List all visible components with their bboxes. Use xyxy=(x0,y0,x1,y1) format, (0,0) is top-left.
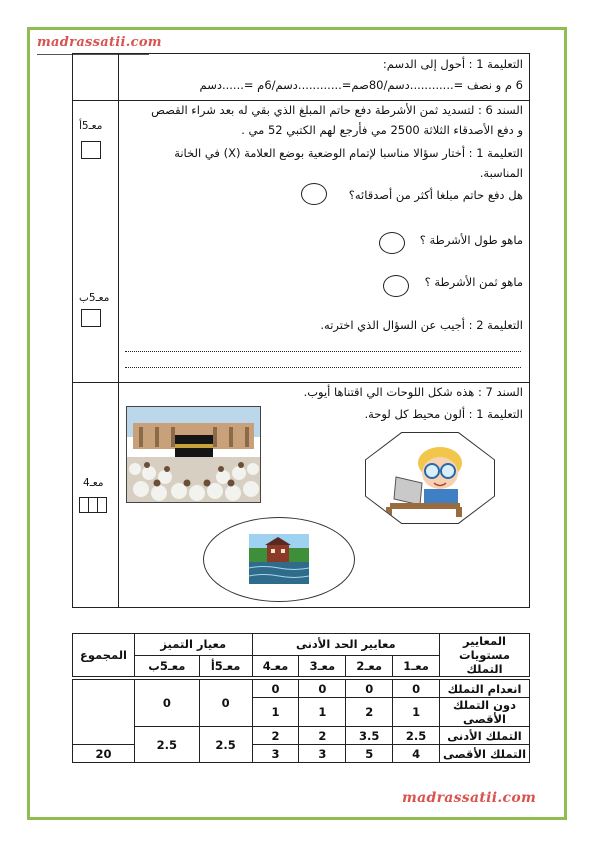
excellence-5a-low: 0 xyxy=(199,680,252,727)
row-divider-2 xyxy=(73,382,529,383)
support-7: السند 7 : هذه شكل اللوحات الي اقتناها أيوب. xyxy=(303,385,523,399)
question-2-circle[interactable] xyxy=(379,232,405,254)
table-row xyxy=(73,727,530,745)
grade-cell: 2 xyxy=(299,727,346,745)
total-header: المجموع xyxy=(73,634,135,677)
exercise-grid xyxy=(72,53,530,608)
level-label: التملك الأقصى xyxy=(440,745,530,763)
grade-cell: 0 xyxy=(299,680,346,698)
grade-cell: 2 xyxy=(346,698,393,727)
question-3: ماهو ثمن الأشرطة ؟ xyxy=(424,275,523,289)
level-label: انعدام التملك xyxy=(440,680,530,698)
question-3-circle[interactable] xyxy=(383,275,409,297)
criteria-header-cell xyxy=(440,634,530,677)
river-house-icon xyxy=(249,534,309,584)
instruction-color: التعليمة 1 : ألون محيط كل لوحة. xyxy=(364,407,523,421)
instruction-choose-line-2: المناسبة. xyxy=(479,166,523,180)
grade-cell: 1 xyxy=(252,698,299,727)
levels-label: مستويات التملك xyxy=(459,648,510,676)
criterion-5a-box[interactable] xyxy=(81,141,101,159)
excellence-5b-low: 0 xyxy=(135,680,200,727)
level-label: دون التملك الأقصى xyxy=(440,698,530,727)
col-crit-4: معـ4 xyxy=(252,655,299,677)
answer-line-2[interactable] xyxy=(125,367,521,368)
criterion-5b-label: معـ5ب xyxy=(79,292,110,304)
criterion-4-label: معـ4 xyxy=(83,477,104,489)
criterion-5a-label: معـ5أ xyxy=(79,120,103,132)
grade-cell: 0 xyxy=(252,680,299,698)
total-value: 20 xyxy=(73,745,135,763)
col-crit-3: معـ3 xyxy=(299,655,346,677)
support-6-line-2: و دفع الأصدقاء الثلاثة 2500 مي فأرجع لهم الكتبي 52 مي . xyxy=(241,123,523,137)
min-criteria-header: معايير الحد الأدنى xyxy=(252,634,439,656)
excellence-header: معيار التميز xyxy=(135,634,253,656)
col-crit-1: معـ1 xyxy=(393,655,440,677)
criteria-column-divider xyxy=(118,54,119,607)
col-crit-5a: معـ5أ xyxy=(199,655,252,677)
col-crit-5b: معـ5ب xyxy=(135,655,200,677)
level-label: التملك الأدنى xyxy=(440,727,530,745)
conversion-exercise: 6 م و نصف =............دسم/80صم=............دسم/6م =......دسم xyxy=(199,78,523,92)
kaaba-picture[interactable] xyxy=(126,406,261,503)
grade-cell: 3 xyxy=(252,745,299,763)
oval-frame[interactable] xyxy=(203,517,355,602)
col-crit-2: معـ2 xyxy=(346,655,393,677)
answer-line-1[interactable] xyxy=(125,351,521,352)
grade-cell: 1 xyxy=(299,698,346,727)
grade-cell: 0 xyxy=(346,680,393,698)
criterion-4-boxes[interactable] xyxy=(79,497,107,513)
grade-cell: 2 xyxy=(252,727,299,745)
kaaba-icon xyxy=(127,407,260,502)
instruction-choose-line-1: التعليمة 1 : أختار سؤالا مناسبا لإتمام الوضعية بوضع العلامة (X) في الخانة xyxy=(174,146,523,160)
total-blank xyxy=(73,680,135,745)
grade-cell: 3 xyxy=(299,745,346,763)
child-computer-icon xyxy=(366,433,494,523)
instruction-convert: التعليمة 1 : أحول إلى الدسم: xyxy=(382,57,523,71)
excellence-5a-high: 2.5 xyxy=(199,727,252,763)
table-row xyxy=(73,680,530,698)
question-2: ماهو طول الأشرطة ؟ xyxy=(419,233,523,247)
question-1-circle[interactable] xyxy=(301,183,327,205)
grade-cell: 2.5 xyxy=(393,727,440,745)
instruction-answer: التعليمة 2 : أجيب عن السؤال الذي اخترته. xyxy=(320,318,523,332)
criteria-label: المعايير xyxy=(463,634,506,648)
grade-cell: 1 xyxy=(393,698,440,727)
excellence-5b-high: 2.5 xyxy=(135,727,200,763)
site-logo-bottom: madrassatii.com xyxy=(402,790,537,806)
row-divider-1 xyxy=(73,100,529,101)
support-6-line-1: السند 6 : لتسديد ثمن الأشرطة دفع حاتم المبلغ الذي بقي له بعد شراء القصص xyxy=(151,103,523,117)
question-1: هل دفع حاتم مبلغا أكثر من أصدقائه؟ xyxy=(348,188,523,202)
grading-table xyxy=(72,633,530,763)
grade-cell: 4 xyxy=(393,745,440,763)
grade-cell: 3.5 xyxy=(346,727,393,745)
grade-cell: 5 xyxy=(346,745,393,763)
site-logo-top: madrassatii.com xyxy=(37,35,162,50)
criterion-5b-box[interactable] xyxy=(81,309,101,327)
grade-cell: 0 xyxy=(393,680,440,698)
octagon-frame[interactable] xyxy=(365,432,495,524)
